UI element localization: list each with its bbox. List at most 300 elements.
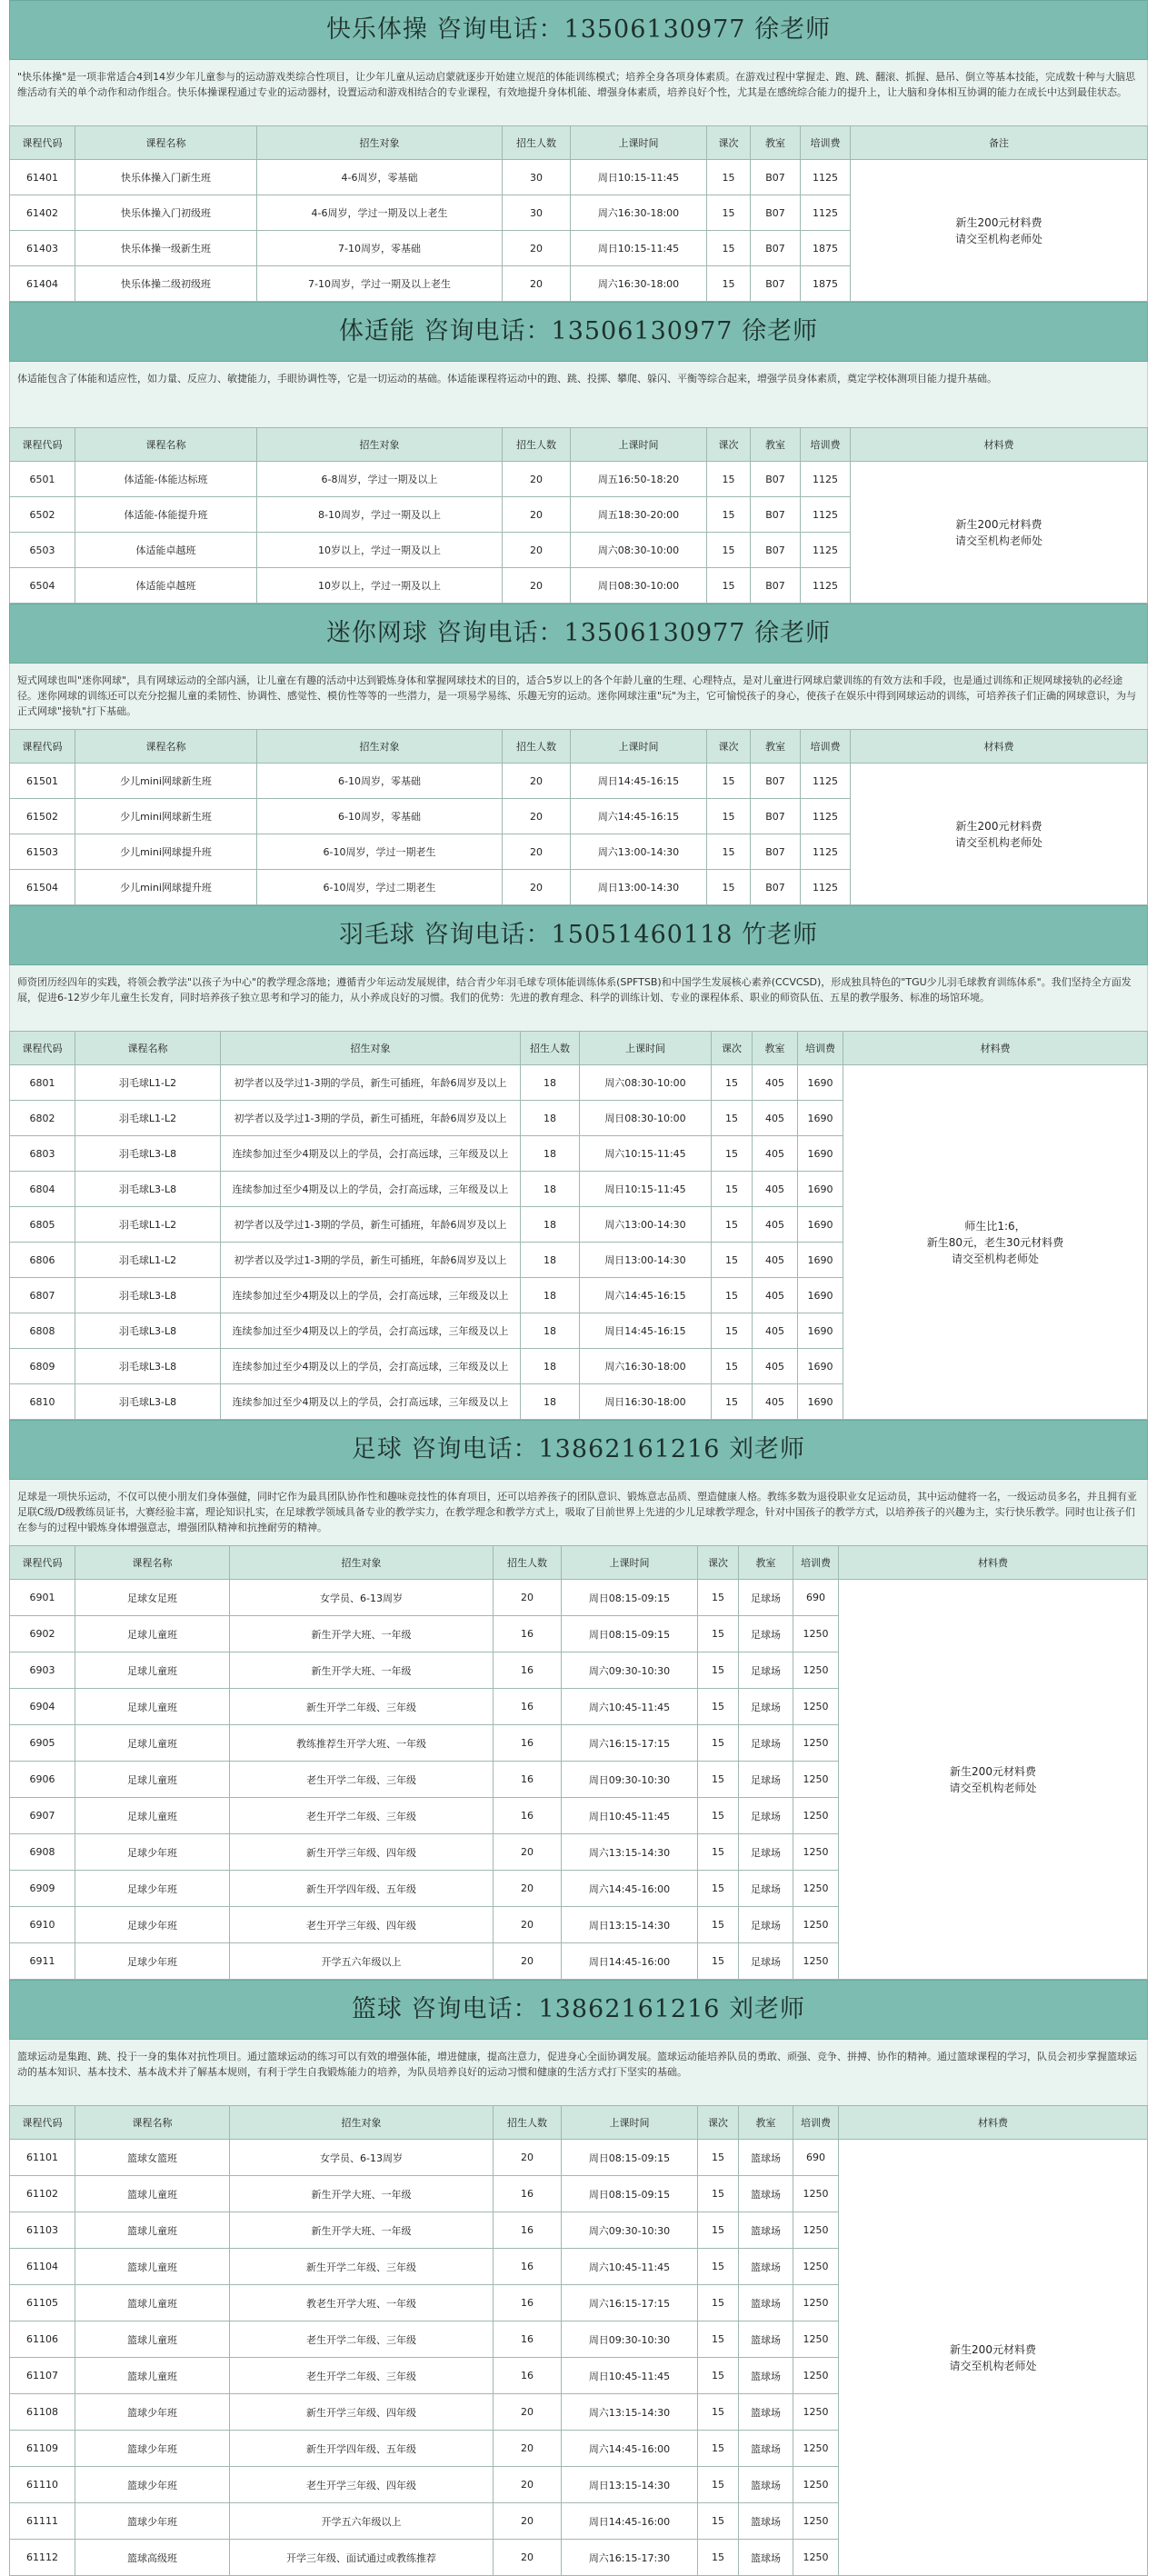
table-cell: 1125 <box>801 764 851 799</box>
table-header-row <box>10 1546 1148 1580</box>
table-cell: 篮球高级班 <box>75 2540 230 2576</box>
table-cell: 少儿mini网球提升班 <box>75 834 257 870</box>
table-cell: 1250 <box>793 1943 839 1980</box>
table-cell: 1250 <box>793 1652 839 1689</box>
table-cell: 新生开学大班、一年级 <box>230 1616 494 1652</box>
table-cell: 篮球场 <box>739 2321 793 2358</box>
header-cell: 上课时间 <box>580 1032 712 1065</box>
table-cell: 1125 <box>801 462 851 497</box>
table-cell: 1250 <box>793 2540 839 2576</box>
table-cell: 15 <box>698 2176 739 2212</box>
table-cell: 周六14:45-16:15 <box>571 799 707 834</box>
header-cell: 课程代码 <box>10 730 75 764</box>
course-table <box>9 729 1148 905</box>
table-cell: 20 <box>503 231 571 266</box>
table-cell: 18 <box>521 1278 580 1313</box>
table-cell: 体适能-体能达标班 <box>75 462 257 497</box>
table-cell: 足球场 <box>739 1689 793 1725</box>
table-cell: 16 <box>494 1616 562 1652</box>
header-cell: 招生人数 <box>494 1546 562 1580</box>
table-cell: 15 <box>712 1243 753 1278</box>
table-cell: 20 <box>494 1834 562 1871</box>
table-cell: 足球场 <box>739 1798 793 1834</box>
table-cell: 足球儿童班 <box>75 1616 230 1652</box>
table-cell: 15 <box>712 1349 753 1384</box>
table-cell: 连续参加过至少4期及以上的学员，会打高远球，三年级及以上 <box>221 1136 521 1172</box>
table-cell: 周日13:00-14:30 <box>571 870 707 905</box>
table-cell: 15 <box>698 1689 739 1725</box>
table-cell: 15 <box>712 1065 753 1101</box>
header-cell: 课次 <box>707 428 751 462</box>
table-cell: 周日08:30-10:00 <box>580 1101 712 1136</box>
table-header-row <box>10 1032 1148 1065</box>
table-cell: 初学者以及学过1-3期的学员，新生可插班，年龄6周岁及以上 <box>221 1243 521 1278</box>
table-cell: 足球场 <box>739 1943 793 1980</box>
table-cell: 篮球儿童班 <box>75 2176 230 2212</box>
table-cell: 16 <box>494 2321 562 2358</box>
header-cell: 培训费 <box>801 126 851 160</box>
table-cell: 快乐体操入门初级班 <box>75 195 257 231</box>
table-cell: 篮球场 <box>739 2540 793 2576</box>
table-cell: 16 <box>494 2176 562 2212</box>
section-mini-tennis <box>9 604 1148 905</box>
table-cell: 1250 <box>793 2212 839 2249</box>
section-badminton <box>9 905 1148 1420</box>
table-cell: 8-10周岁，学过一期及以上 <box>257 497 503 533</box>
table-cell: 周日14:45-16:00 <box>562 2503 698 2540</box>
section-title: 羽毛球 咨询电话：15051460118 竹老师 <box>9 905 1148 965</box>
table-cell: 新生开学二年级、三年级 <box>230 2249 494 2285</box>
table-cell: 篮球场 <box>739 2249 793 2285</box>
table-cell: 18 <box>521 1384 580 1420</box>
table-cell: 6911 <box>10 1943 75 1980</box>
table-cell: 篮球场 <box>739 2212 793 2249</box>
header-cell: 培训费 <box>801 428 851 462</box>
section-title: 快乐体操 咨询电话：13506130977 徐老师 <box>9 0 1148 60</box>
header-cell: 课程名称 <box>75 126 257 160</box>
table-cell: 快乐体操入门新生班 <box>75 160 257 195</box>
table-cell: B07 <box>751 497 801 533</box>
table-cell: 61109 <box>10 2431 75 2467</box>
table-cell: 1690 <box>798 1101 843 1136</box>
table-cell: 61110 <box>10 2467 75 2503</box>
table-cell: 羽毛球L1-L2 <box>75 1101 221 1136</box>
table-cell: 足球场 <box>739 1580 793 1616</box>
header-cell: 课次 <box>707 730 751 764</box>
table-cell: 6803 <box>10 1136 75 1172</box>
table-cell: 20 <box>503 870 571 905</box>
table-cell: 15 <box>707 870 751 905</box>
header-cell: 招生对象 <box>257 428 503 462</box>
table-cell: 10岁以上，学过一期及以上 <box>257 568 503 604</box>
table-cell: 61403 <box>10 231 75 266</box>
table-cell: 体适能-体能提升班 <box>75 497 257 533</box>
table-cell: 1690 <box>798 1172 843 1207</box>
table-cell: 15 <box>707 462 751 497</box>
table-cell: 61501 <box>10 764 75 799</box>
table-cell: 1875 <box>801 266 851 302</box>
table-cell: 690 <box>793 2140 839 2176</box>
table-cell: 周六14:45-16:00 <box>562 1871 698 1907</box>
table-cell: 10岁以上，学过一期及以上 <box>257 533 503 568</box>
table-cell: 篮球少年班 <box>75 2467 230 2503</box>
table-cell: 篮球儿童班 <box>75 2358 230 2394</box>
table-cell: 20 <box>494 1943 562 1980</box>
table-cell: 周日10:45-11:45 <box>562 2358 698 2394</box>
table-cell: 15 <box>698 2140 739 2176</box>
table-cell: 4-6周岁，零基础 <box>257 160 503 195</box>
table-cell: 20 <box>494 2140 562 2176</box>
table-cell: 开学五六年级以上 <box>230 1943 494 1980</box>
table-cell: 15 <box>712 1101 753 1136</box>
table-cell: 少儿mini网球新生班 <box>75 764 257 799</box>
table-cell: 405 <box>753 1065 798 1101</box>
table-cell: 体适能卓越班 <box>75 533 257 568</box>
table-cell: 6906 <box>10 1762 75 1798</box>
table-cell: 6909 <box>10 1871 75 1907</box>
table-cell: 18 <box>521 1349 580 1384</box>
table-cell: 足球场 <box>739 1762 793 1798</box>
table-cell: 20 <box>503 764 571 799</box>
table-cell: 15 <box>698 2503 739 2540</box>
table-cell: 15 <box>707 834 751 870</box>
table-cell: B07 <box>751 195 801 231</box>
table-cell: 足球儿童班 <box>75 1762 230 1798</box>
table-cell: 足球场 <box>739 1834 793 1871</box>
table-cell: 61502 <box>10 799 75 834</box>
table-cell: 羽毛球L3-L8 <box>75 1313 221 1349</box>
section-title: 足球 咨询电话：13862161216 刘老师 <box>9 1420 1148 1480</box>
header-cell: 课程代码 <box>10 1032 75 1065</box>
table-cell: 1250 <box>793 1762 839 1798</box>
table-cell: 15 <box>712 1384 753 1420</box>
section-intro: 足球是一项快乐运动，不仅可以使小朋友们身体强健，同时它作为最具团队协作性和趣味竞技性的体育项目，还可以培养孩子的团队意识、锻炼意志品质、塑造健康人格。教练多数为退役职业女足运动员，其中运动健将一名，一级运动员多名，并且拥有亚足联C级/D级教练员证书，大赛经验丰富，理论知识扎实，在足球教学领域具备专业的教学实力，在教学理念和教学方式上，吸取了目前世界上先进的少儿足球教学理念，针对中国孩子的教学方式，以培养孩子的兴趣为主，实行快乐教学。同时也让孩子们在参与的过程中锻炼身体增强意志，增强团队精神和抗挫耐劳的精神。 <box>9 1480 1148 1545</box>
table-cell: 羽毛球L3-L8 <box>75 1278 221 1313</box>
table-cell: 1690 <box>798 1349 843 1384</box>
table-cell: 1875 <box>801 231 851 266</box>
header-cell: 教室 <box>739 1546 793 1580</box>
table-cell: 足球儿童班 <box>75 1689 230 1725</box>
table-cell: B07 <box>751 462 801 497</box>
table-cell: 15 <box>707 764 751 799</box>
table-cell: 周六16:30-18:00 <box>580 1349 712 1384</box>
table-cell: 15 <box>712 1278 753 1313</box>
table-cell: B07 <box>751 160 801 195</box>
course-table <box>9 1545 1148 1980</box>
table-row <box>10 160 1148 195</box>
header-cell: 课程代码 <box>10 2106 75 2140</box>
table-cell: 20 <box>503 497 571 533</box>
table-cell: 足球场 <box>739 1616 793 1652</box>
table-cell: 周日14:45-16:15 <box>580 1313 712 1349</box>
material-fee-note: 新生200元材料费 请交至机构老师处 <box>851 160 1148 302</box>
section-intro: 篮球运动是集跑、跳、投于一身的集体对抗性项目。通过篮球运动的练习可以有效的增强体能，增进健康，提高注意力，促进身心全面协调发展。篮球运动能培养队员的勇敢、顽强、竞争、拼搏、协作的精神。通过篮球课程的学习，队员会初步掌握篮球运动的基本知识、基本技术、基本战术并了解基本规则，有利于学生自我锻炼能力的培养，为队员培养良好的运动习惯和健康的生活方式打下坚实的基础。 <box>9 2040 1148 2105</box>
table-header-row <box>10 730 1148 764</box>
table-cell: 老生开学三年级、四年级 <box>230 2467 494 2503</box>
header-cell: 课次 <box>698 2106 739 2140</box>
table-cell: 周六14:45-16:15 <box>580 1278 712 1313</box>
table-cell: 篮球场 <box>739 2394 793 2431</box>
table-cell: 快乐体操一级新生班 <box>75 231 257 266</box>
table-cell: 篮球场 <box>739 2467 793 2503</box>
table-cell: 4-6周岁，学过一期及以上老生 <box>257 195 503 231</box>
table-cell: 1250 <box>793 1798 839 1834</box>
table-cell: 18 <box>521 1243 580 1278</box>
table-cell: 16 <box>494 2285 562 2321</box>
table-cell: 老生开学二年级、三年级 <box>230 2358 494 2394</box>
table-cell: 15 <box>707 195 751 231</box>
table-cell: 1250 <box>793 2321 839 2358</box>
table-cell: 20 <box>494 2540 562 2576</box>
table-cell: 周六09:30-10:30 <box>562 2212 698 2249</box>
table-cell: 20 <box>494 1580 562 1616</box>
course-table <box>9 427 1148 604</box>
table-cell: 20 <box>494 2467 562 2503</box>
table-cell: 新生开学三年级、四年级 <box>230 2394 494 2431</box>
table-cell: 6809 <box>10 1349 75 1384</box>
header-cell: 材料费 <box>839 2106 1148 2140</box>
table-cell: 18 <box>521 1101 580 1136</box>
table-cell: 15 <box>698 2431 739 2467</box>
table-cell: 6904 <box>10 1689 75 1725</box>
header-cell: 课程名称 <box>75 2106 230 2140</box>
table-cell: 6-10周岁，学过二期老生 <box>257 870 503 905</box>
table-cell: 15 <box>712 1172 753 1207</box>
table-cell: 6-10周岁，零基础 <box>257 764 503 799</box>
header-cell: 招生人数 <box>503 126 571 160</box>
header-cell: 招生对象 <box>230 2106 494 2140</box>
header-cell: 招生人数 <box>503 730 571 764</box>
table-cell: 足球儿童班 <box>75 1798 230 1834</box>
table-cell: 初学者以及学过1-3期的学员，新生可插班，年龄6周岁及以上 <box>221 1065 521 1101</box>
table-cell: 周日08:15-09:15 <box>562 1616 698 1652</box>
section-intro: 师资团历经四年的实践，将领会教学法"以孩子为中心"的教学理念落地；遵循青少年运动发展规律，结合青少年羽毛球专项体能训练体系(SPFTSB)和中国学生发展核心素养(CCVCSD)，形成独具特色的"TGU少儿羽毛球教育训练体系"。我们坚持全方面发展，促进6-12岁少年儿童生长发育，同时培养孩子独立思考和学习的能力，从小养成良好的习惯。我们的优势：先进的教育理念、科学的训练计划、专业的课程体系、职业的师资队伍、五星的教学服务、标准的场馆环境。 <box>9 965 1148 1031</box>
table-cell: 1125 <box>801 497 851 533</box>
table-cell: 20 <box>494 1871 562 1907</box>
table-cell: 周日08:30-10:00 <box>571 568 707 604</box>
table-cell: 15 <box>707 266 751 302</box>
header-cell: 招生对象 <box>230 1546 494 1580</box>
header-cell: 教室 <box>751 126 801 160</box>
table-cell: 1250 <box>793 2358 839 2394</box>
table-cell: 女学员、6-13周岁 <box>230 2140 494 2176</box>
header-cell: 课次 <box>707 126 751 160</box>
section-basketball <box>9 1980 1148 2576</box>
table-cell: 足球场 <box>739 1652 793 1689</box>
table-cell: 1125 <box>801 195 851 231</box>
table-cell: 15 <box>698 1798 739 1834</box>
table-cell: 老生开学二年级、三年级 <box>230 1798 494 1834</box>
table-cell: 女学员、6-13周岁 <box>230 1580 494 1616</box>
section-football <box>9 1420 1148 1980</box>
table-cell: 篮球少年班 <box>75 2503 230 2540</box>
table-cell: 篮球儿童班 <box>75 2321 230 2358</box>
table-cell: 20 <box>503 266 571 302</box>
table-cell: 15 <box>707 497 751 533</box>
header-cell: 教室 <box>751 730 801 764</box>
header-cell: 教室 <box>753 1032 798 1065</box>
table-cell: 61108 <box>10 2394 75 2431</box>
table-cell: 周日14:45-16:00 <box>562 1943 698 1980</box>
table-cell: 1250 <box>793 2249 839 2285</box>
table-cell: 周日14:45-16:15 <box>571 764 707 799</box>
table-cell: 15 <box>698 1762 739 1798</box>
table-cell: 15 <box>698 2321 739 2358</box>
material-fee-note: 新生200元材料费 请交至机构老师处 <box>839 1580 1148 1980</box>
table-cell: 6808 <box>10 1313 75 1349</box>
table-cell: 6805 <box>10 1207 75 1243</box>
table-header-row <box>10 126 1148 160</box>
table-cell: 16 <box>494 1689 562 1725</box>
table-cell: 初学者以及学过1-3期的学员，新生可插班，年龄6周岁及以上 <box>221 1207 521 1243</box>
table-cell: 61104 <box>10 2249 75 2285</box>
table-cell: 1250 <box>793 1907 839 1943</box>
header-cell: 招生人数 <box>503 428 571 462</box>
table-cell: 61106 <box>10 2321 75 2358</box>
table-cell: 16 <box>494 2358 562 2394</box>
header-cell: 材料费 <box>839 1546 1148 1580</box>
table-cell: 少儿mini网球新生班 <box>75 799 257 834</box>
table-cell: 15 <box>698 1580 739 1616</box>
table-cell: 周日08:15-09:15 <box>562 2140 698 2176</box>
table-cell: 足球场 <box>739 1907 793 1943</box>
header-cell: 课次 <box>712 1032 753 1065</box>
table-cell: 15 <box>707 160 751 195</box>
table-cell: 周六13:00-14:30 <box>580 1207 712 1243</box>
table-cell: 6501 <box>10 462 75 497</box>
section-title: 迷你网球 咨询电话：13506130977 徐老师 <box>9 604 1148 664</box>
table-cell: 老生开学二年级、三年级 <box>230 2321 494 2358</box>
header-cell: 材料费 <box>851 730 1148 764</box>
section-intro: 体适能包含了体能和适应性，如力量、反应力、敏捷能力，手眼协调性等，它是一切运动的基础。体适能课程将运动中的跑、跳、投掷、攀爬、躲闪、平衡等综合起来，增强学员身体素质，奠定学校体测项目能力提升基础。 <box>9 362 1148 427</box>
table-cell: B07 <box>751 764 801 799</box>
table-cell: 周六14:45-16:00 <box>562 2431 698 2467</box>
table-cell: 6910 <box>10 1907 75 1943</box>
table-cell: 篮球场 <box>739 2176 793 2212</box>
table-cell: 61102 <box>10 2176 75 2212</box>
table-cell: 体适能卓越班 <box>75 568 257 604</box>
table-cell: 61103 <box>10 2212 75 2249</box>
table-cell: 足球少年班 <box>75 1943 230 1980</box>
table-cell: 篮球儿童班 <box>75 2212 230 2249</box>
table-cell: 周日08:15-09:15 <box>562 2176 698 2212</box>
table-cell: 连续参加过至少4期及以上的学员，会打高远球，三年级及以上 <box>221 1384 521 1420</box>
table-cell: 初学者以及学过1-3期的学员，新生可插班，年龄6周岁及以上 <box>221 1101 521 1136</box>
table-cell: 1250 <box>793 2431 839 2467</box>
material-fee-note: 新生200元材料费 请交至机构老师处 <box>851 462 1148 604</box>
table-cell: 足球儿童班 <box>75 1652 230 1689</box>
header-cell: 培训费 <box>793 2106 839 2140</box>
table-cell: 教老生开学大班、一年级 <box>230 2285 494 2321</box>
table-cell: 6801 <box>10 1065 75 1101</box>
table-cell: 周六16:15-17:15 <box>562 1725 698 1762</box>
table-cell: 周六08:30-10:00 <box>580 1065 712 1101</box>
table-cell: 周六13:15-14:30 <box>562 1834 698 1871</box>
table-cell: B07 <box>751 568 801 604</box>
course-table <box>9 125 1148 302</box>
table-cell: 1250 <box>793 1689 839 1725</box>
table-cell: 690 <box>793 1580 839 1616</box>
table-cell: 15 <box>698 2358 739 2394</box>
table-cell: 7-10周岁，零基础 <box>257 231 503 266</box>
header-cell: 培训费 <box>798 1032 843 1065</box>
table-cell: 足球儿童班 <box>75 1725 230 1762</box>
table-cell: 新生开学四年级、五年级 <box>230 1871 494 1907</box>
table-cell: 405 <box>753 1172 798 1207</box>
table-cell: 61107 <box>10 2358 75 2394</box>
header-cell: 上课时间 <box>571 730 707 764</box>
table-cell: 周六13:15-14:30 <box>562 2394 698 2431</box>
table-cell: 1250 <box>793 2394 839 2431</box>
table-cell: 老生开学三年级、四年级 <box>230 1907 494 1943</box>
table-cell: 6806 <box>10 1243 75 1278</box>
table-cell: 61404 <box>10 266 75 302</box>
header-cell: 材料费 <box>843 1032 1148 1065</box>
table-cell: 18 <box>521 1172 580 1207</box>
table-cell: 周六16:15-17:15 <box>562 2285 698 2321</box>
table-cell: 61503 <box>10 834 75 870</box>
table-cell: 篮球儿童班 <box>75 2285 230 2321</box>
table-cell: 少儿mini网球提升班 <box>75 870 257 905</box>
section-title: 篮球 咨询电话：13862161216 刘老师 <box>9 1980 1148 2040</box>
table-cell: 周六09:30-10:30 <box>562 1652 698 1689</box>
table-cell: 15 <box>707 231 751 266</box>
table-cell: 15 <box>707 568 751 604</box>
table-cell: 16 <box>494 1725 562 1762</box>
table-cell: 15 <box>707 533 751 568</box>
table-cell: 7-10周岁，学过一期及以上老生 <box>257 266 503 302</box>
table-cell: 周六16:30-18:00 <box>571 195 707 231</box>
header-cell: 材料费 <box>851 428 1148 462</box>
section-title: 体适能 咨询电话：13506130977 徐老师 <box>9 302 1148 362</box>
table-cell: 15 <box>698 1834 739 1871</box>
table-cell: 405 <box>753 1313 798 1349</box>
table-cell: 足球场 <box>739 1871 793 1907</box>
table-cell: 周六16:30-18:00 <box>571 266 707 302</box>
table-cell: 周六08:30-10:00 <box>571 533 707 568</box>
table-cell: 1125 <box>801 568 851 604</box>
table-cell: 15 <box>698 2467 739 2503</box>
table-cell: 篮球儿童班 <box>75 2249 230 2285</box>
table-cell: 15 <box>698 2285 739 2321</box>
header-cell: 教室 <box>751 428 801 462</box>
table-cell: B07 <box>751 266 801 302</box>
table-cell: 1125 <box>801 160 851 195</box>
header-cell: 招生人数 <box>494 2106 562 2140</box>
table-cell: 1250 <box>793 2285 839 2321</box>
table-cell: 18 <box>521 1313 580 1349</box>
table-header-row <box>10 428 1148 462</box>
header-cell: 培训费 <box>801 730 851 764</box>
header-cell: 招生对象 <box>257 126 503 160</box>
table-cell: 15 <box>698 1616 739 1652</box>
table-cell: 15 <box>712 1207 753 1243</box>
table-cell: 新生开学大班、一年级 <box>230 2212 494 2249</box>
table-cell: 篮球场 <box>739 2503 793 2540</box>
table-cell: 周日09:30-10:30 <box>562 1762 698 1798</box>
header-cell: 课程名称 <box>75 730 257 764</box>
table-cell: 篮球场 <box>739 2431 793 2467</box>
table-cell: 61112 <box>10 2540 75 2576</box>
header-cell: 上课时间 <box>562 1546 698 1580</box>
table-cell: 1250 <box>793 2176 839 2212</box>
table-cell: 15 <box>698 2394 739 2431</box>
table-cell: 6802 <box>10 1101 75 1136</box>
table-cell: 16 <box>494 1798 562 1834</box>
table-cell: 405 <box>753 1207 798 1243</box>
table-cell: 1125 <box>801 870 851 905</box>
table-cell: 6-10周岁，学过一期老生 <box>257 834 503 870</box>
